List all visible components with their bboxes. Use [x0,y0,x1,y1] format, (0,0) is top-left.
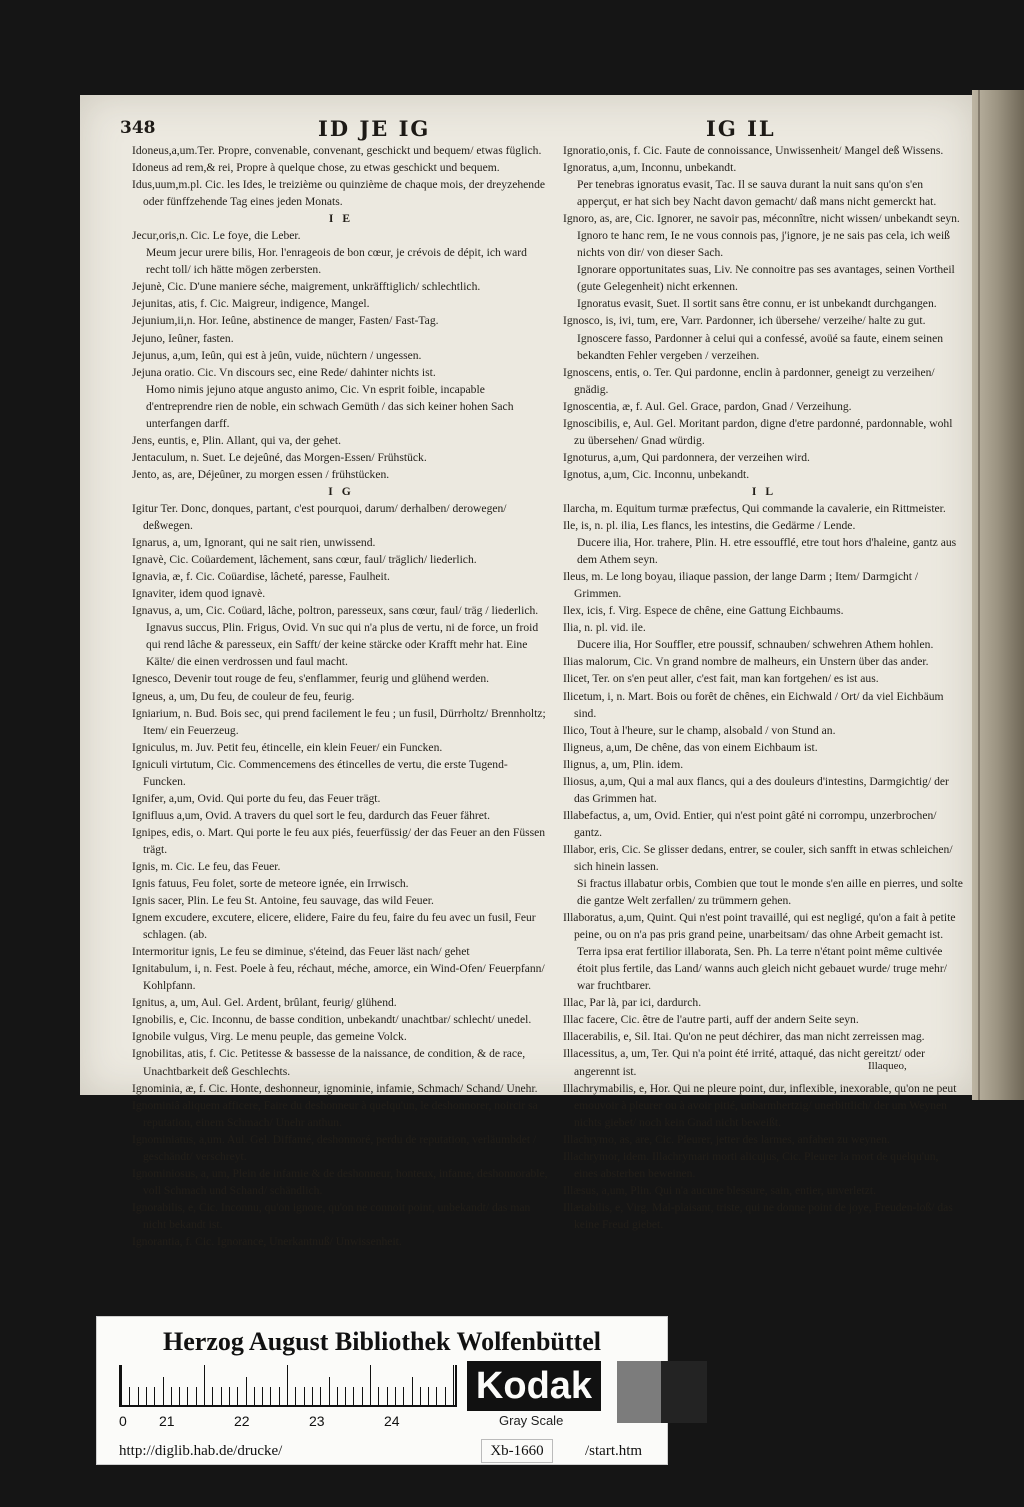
dictionary-subentry: Ignavus succus, Plin. Frigus, Ovid. Vn suc qui n'a plus de vertu, ni de force, un froid qui rend lâche & paresseux, ein Safft/ der keine stärcke oder Krafft mehr hat. Eine Kälte/ die einen verdrossen und faul macht. [146,621,539,669]
scale-labels [119,1413,457,1429]
dictionary-entry: Jejunus, a,um, Ieûn, qui est à jeûn, vuide, nüchtern / ungessen. [132,348,422,362]
scale-tick [445,1387,446,1405]
scale-tick [279,1387,280,1405]
dictionary-entry: Ignaviter, idem quod ignavè. [132,587,266,601]
scale-tick [229,1387,230,1405]
dictionary-entry: Ignavè, Cic. Coüardement, lâchement, sans cœur, faul/ träglich/ liederlich. [132,553,477,567]
dictionary-subentry: Per tenebras ignoratus evasit, Tac. Il se sauva durant la nuit sans qu'on s'en apperçut, er hat sich bey Nacht davon gemacht/ daß mans nicht gemerckt hat. [577,178,937,209]
scale-tick [138,1387,139,1405]
running-head [0,118,1024,144]
dictionary-entry: Idus,uum,m.pl. Cic. les Ides, le treizième ou quinzième de chaque mois, der dreyzehende oder fünffzehende Tag eines jeden Monats. [132,178,546,209]
dictionary-entry: Igniarium, n. Bud. Bois sec, qui prend facilement le feu ; un fusil, Dürrholtz/ Brennholtz; Item/ ein Feuerzeug. [132,706,546,737]
scale-tick [212,1387,213,1405]
dictionary-entry: Illachrymor, idem. Illachrymari morti alicujus, Cic. Pleurer la mort de quelqu'un, eines absterben beweinen. [563,1149,939,1180]
dictionary-entry: Jejuno, Ieûner, fasten. [132,331,234,345]
dictionary-subentry: Homo nimis jejuno atque angusto animo, Cic. Vn esprit foible, incapable d'entreprendre rien de noble, ein schwach Gemüth / das sich keiner hohen Sach unterfangen darff. [146,382,514,430]
dictionary-entry: Ilex, icis, f. Virg. Espece de chêne, eine Gattung Eichbaums. [563,604,844,618]
dictionary-subentry: Ignorare opportunitates suas, Liv. Ne connoitre pas ses avantages, seinen Vortheil (gute Gelegenheit) nicht erkennen. [577,263,955,294]
scale-tick [329,1377,330,1405]
scale-tick [287,1365,288,1405]
dictionary-entry: Ignoturus, a,um, Qui pardonnera, der verzeihen wird. [563,450,810,464]
scale-tick [163,1377,164,1405]
dictionary-entry: Ignis fatuus, Feu folet, sorte de meteore ignée, ein Irrwisch. [132,877,409,891]
scale-tick [370,1365,371,1405]
dictionary-entry: Ilicet, Ter. on s'en peut aller, c'est fait, man kan fortgehen/ es ist aus. [563,672,879,686]
dictionary-entry: Ilia, n. pl. vid. ile. [563,621,646,635]
dictionary-entry: Iliosus, a,um, Qui a mal aux flancs, qui a des douleurs d'intestins, Darmgichtig/ der das Grimmen hat. [563,774,949,805]
scale-tick [121,1365,122,1405]
dictionary-entry: Idoneus ad rem,& rei, Propre à quelque chose, zu etwas geschickt und bequem. [132,161,500,175]
dictionary-entry: Illachrymabilis, e, Hor. Qui ne pleure point, dur, inflexible, inexorable, qu'on ne peut emouvoir à pleurer ou à avoir pitié, unbarmhertzig/ unerbittlich/ der um Weynen nichts giebet/ noch kein Gnad nicht beweißt. [563,1081,957,1129]
dictionary-entry: Illaboratus, a,um, Quint. Qui n'est point travaillé, qui est negligé, qu'on a fait à petite peine, ou on n'a pas pris grand peine, unarbeitsam/ das ohne Arbeit gemacht ist. [563,911,956,942]
dictionary-entry: Ignitabulum, i, n. Fest. Poele à feu, réchaut, méche, amorce, ein Wind-Ofen/ Feuerpfann/ Kohlpfann. [132,962,545,993]
gray-swatch-dark [661,1361,707,1423]
dictionary-entry: Illac facere, Cic. être de l'autre parti, auff der andern Seite seyn. [563,1013,859,1027]
dictionary-entry: Ignorantia, f. Cic. Ignorance, Unerkantnuß/ Unwissenheit. [132,1235,402,1248]
dictionary-subentry: Ignoratus evasit, Suet. Il sortit sans être connu, er ist unbekandt durchgangen. [577,297,937,311]
dictionary-entry: Ignitus, a, um, Aul. Gel. Ardent, brûlant, feurig/ glühend. [132,996,397,1010]
scale-tick [353,1387,354,1405]
dictionary-entry: Illac, Par là, par ici, dardurch. [563,996,702,1010]
scale-tick [146,1387,147,1405]
scale-tick [179,1387,180,1405]
scale-label: 21 [159,1413,175,1429]
dictionary-entry: Ignipes, edis, o. Mart. Qui porte le feu aux piés, feuerfüssig/ der das Feuer an den Füssen trägt. [132,825,546,856]
dictionary-entry: Ilarcha, m. Equitum turmæ præfectus, Qui commande la cavalerie, ein Rittmeister. [563,501,946,515]
dictionary-entry: Jens, euntis, e, Plin. Allant, qui va, der gehet. [132,433,341,447]
dictionary-entry: Ignorabilis, e, Cic. Inconnu, qu'on ignore, qu'on ne connoit point, unbekandt/ das man nicht bekandt ist. [132,1200,531,1231]
section-heading: I L [751,484,777,498]
dictionary-entry: Illachrymo, as, are, Cic. Pleurer, jetter des larmes, anfahen zu weynen. [563,1132,890,1146]
dictionary-entry: Igitur Ter. Donc, donques, partant, c'est pourquoi, darum/ derhalben/ derowegen/ deßwegen. [132,501,507,533]
dictionary-entry: Illætabilis, e, Virg. Mal-plaisant, triste, qui ne donne point de joye, Freuden-loß/ das keine Freud giebet. [563,1200,953,1231]
scale-label: 22 [234,1413,250,1429]
dictionary-entry: Ignobilis, e, Cic. Inconnu, de basse condition, unbekandt/ unachtbar/ schlecht/ unedel. [132,1013,532,1027]
dictionary-entry: Igniculi virtutum, Cic. Commencemens des étincelles de vertu, die erste Tugend-Funcken. [132,757,508,788]
dictionary-entry: Igniculus, m. Juv. Petit feu, étincelle, ein klein Feuer/ ein Funcken. [132,740,443,754]
running-head-right: IG IL [706,116,776,141]
scale-tick [453,1365,454,1405]
dictionary-entry: Ilico, Tout à l'heure, sur le champ, alsobald / von Stund an. [563,723,836,737]
dictionary-entry: Ignis, m. Cic. Le feu, das Feuer. [132,859,281,873]
scale-label: 23 [309,1413,325,1429]
scale-tick [246,1377,247,1405]
dictionary-entry: Ignominiâ aliquem afficere, Faire du deshonneur à quelqu'un, le deshonnorer, noircir sa reputation, einem Schmach/ Unehr anthun. [132,1098,538,1129]
dictionary-entry: Ignifer, a,um, Ovid. Qui porte du feu, das Feuer trägt. [132,791,381,805]
dictionary-entry: Ileus, m. Le long boyau, iliaque passion, der lange Darm ; Item/ Darmgicht / Grimmen. [563,570,919,601]
section-heading: I E [328,212,354,226]
dictionary-entry: Ignem excudere, excutere, elicere, elidere, Faire du feu, faire du feu avec un fusil, Feur schlagen. (ab. [132,911,536,942]
dictionary-entry: Jento, as, are, Déjeûner, zu morgen essen / frühstücken. [132,467,390,481]
dictionary-entry: Ignobile vulgus, Virg. Le menu peuple, das gemeine Volck. [132,1030,407,1044]
dictionary-entry: Jejunè, Cic. D'une maniere séche, maigrement, unkräfftiglich/ schlechtlich. [132,280,481,294]
dictionary-entry: Ignotus, a,um, Cic. Inconnu, unbekandt. [563,467,750,481]
kodak-logo: Kodak [467,1361,601,1411]
scale-tick [171,1387,172,1405]
dictionary-subentry: Ducere ilia, Hor Souffler, etre poussif, schnauben/ schwehren Athem hohlen. [577,638,934,652]
section-heading: I G [328,484,354,498]
dictionary-entry: Illabor, eris, Cic. Se glisser dedans, entrer, se couler, sich sanfft in etwas schleichen/ sich hinein lassen. [563,842,953,873]
dictionary-entry: Jejuna oratio. Cic. Vn discours sec, eine Rede/ dahinter nichts ist. [132,365,436,379]
scale-tick [262,1387,263,1405]
scale-tick [403,1387,404,1405]
running-head-left: ID JE IG [318,116,431,141]
scale-tick [337,1387,338,1405]
left-column [132,142,550,1248]
scale-tick [204,1365,205,1405]
scale-tick [362,1387,363,1405]
dictionary-entry: Ignoro, as, are, Cic. Ignorer, ne savoir pas, méconnître, nicht wissen/ unbekandt seyn. [563,212,960,226]
scale-tick [221,1387,222,1405]
gray-swatch-mid [617,1361,661,1423]
dictionary-subentry: Si fractus illabatur orbis, Combien que tout le monde s'en aille en pierres, und solte die gantze Welt zerfallen/ zu trümmern gehen. [577,877,963,908]
dictionary-entry: Ignesco, Devenir tout rouge de feu, s'enflammer, feurig und glühend werden. [132,672,490,686]
url-right: /start.htm [585,1443,643,1459]
measuring-scale [119,1365,457,1407]
scale-tick [436,1387,437,1405]
dictionary-entry: Ilias malorum, Cic. Vn grand nombre de malheurs, ein Unstern über das ander. [563,655,929,669]
dictionary-entry: Iligneus, a,um, De chêne, das von einem Eichbaum ist. [563,740,818,754]
scale-tick [420,1387,421,1405]
scale-tick [412,1377,413,1405]
library-title: Herzog August Bibliothek Wolfenbüttel [163,1327,601,1356]
scale-tick [270,1387,271,1405]
dictionary-subentry: Ducere ilia, Hor. trahere, Plin. H. etre essoufflé, etre tout hors d'haleine, gantz aus dem Athem seyn. [577,536,957,567]
scale-tick [395,1387,396,1405]
page-number: 348 [120,118,156,138]
dictionary-entry: Ignobilitas, atis, f. Cic. Petitesse & bassesse de la naissance, de condition, & de race, Unachtbarkeit deß Geschlechts. [132,1047,526,1078]
dictionary-entry: Illabefactus, a, um, Ovid. Entier, qui n'est point gâté ni corrompu, unzerbrochen/ gantz. [563,808,937,839]
scale-tick [187,1387,188,1405]
scale-label: 0 [119,1413,127,1429]
scale-tick [312,1387,313,1405]
dictionary-entry: Ignosco, is, ivi, tum, ere, Varr. Pardonner, ich übersehe/ verzeihe/ halte zu gut. [563,314,926,328]
dictionary-entry: Ignoratus, a,um, Inconnu, unbekandt. [563,161,737,175]
dictionary-entry: Illacessitus, a, um, Ter. Qui n'a point été irrité, attaqué, das nicht gereitzt/ oder angerennt ist. [563,1047,925,1078]
dictionary-entry: Ignominia, æ, f. Cic. Honte, deshonneur, ignominie, infamie, Schmach/ Schand/ Unehr. [132,1081,538,1095]
dictionary-entry: Illæsus, a,um, Plin. Qui n'a aucune blessure, sain, entier, unverletzt. [563,1183,876,1197]
url-left: http://diglib.hab.de/drucke/ [119,1443,283,1459]
dictionary-subentry: Ignoro te hanc rem, Ie ne vous connois pas, j'ignore, je ne sais pas cela, ich weiß nichts von dir/ von dieser Sach. [577,229,950,260]
gray-scale-label: Gray Scale [499,1413,564,1428]
scale-tick [237,1387,238,1405]
scale-tick [345,1387,346,1405]
adjacent-page-edge [972,90,1024,1100]
dictionary-entry: Ignavus, a, um, Cic. Coüard, lâche, poltron, paresseux, sans cœur, faul/ träg / liederlich. [132,604,539,618]
dictionary-entry: Illacerabilis, e, Sil. Itai. Qu'on ne peut déchirer, das man nicht zerreissen mag. [563,1030,925,1044]
dictionary-entry: Ignoratio,onis, f. Cic. Faute de connoissance, Unwissenheit/ Mangel deß Wissens. [563,144,944,157]
dictionary-entry: Jecur,oris,n. Cic. Le foye, die Leber. [132,229,301,243]
dictionary-entry: Ignoscentia, æ, f. Aul. Gel. Grace, pardon, Gnad / Verzeihung. [563,399,852,413]
archive-target-card [96,1316,668,1465]
scale-tick [387,1387,388,1405]
dictionary-entry: Ignoscibilis, e, Aul. Gel. Moritant pardon, digne d'etre pardonné, pardonnable, wohl zu übersehen/ Gnad würdig. [563,416,953,447]
dictionary-entry: Ilicetum, i, n. Mart. Bois ou forêt de chênes, ein Eichwald / Ort/ da viel Eichbäum sind. [563,689,944,720]
scale-tick [428,1387,429,1405]
scale-tick [320,1387,321,1405]
scale-label: 24 [384,1413,400,1429]
dictionary-entry: Jentaculum, n. Suet. Le dejeûné, das Morgen-Essen/ Frühstück. [132,450,427,464]
scale-tick [295,1387,296,1405]
dictionary-entry: Ilignus, a, um, Plin. idem. [563,757,684,771]
dictionary-entry: Idoneus,a,um.Ter. Propre, convenable, convenant, geschickt und bequem/ etwas füglich. [132,144,542,157]
dictionary-entry: Igneus, a, um, Du feu, de couleur de feu, feurig. [132,689,355,703]
dictionary-subentry: Meum jecur urere bilis, Hor. l'enrageois de bon cœur, je crévois de dépit, ich ward recht toll/ ich hätte mögen zerbersten. [146,246,527,277]
dictionary-entry: Ignominiosus, a, um, Plein de infamie & de deshonneur, honteux, infame, deshonnorable, voll Schmach und Schand/ schändlich. [132,1166,548,1197]
dictionary-subentry: Ignoscere fasso, Pardonner à celui qui a confessé, avoüé sa faute, einem seinen bekandten Fehler vergeben / verzeihen. [577,331,944,362]
scale-tick [154,1387,155,1405]
scale-tick [304,1387,305,1405]
dictionary-entry: Ignarus, a, um, Ignorant, qui ne sait rien, unwissend. [132,536,376,550]
shelfmark: Xb-1660 [481,1439,553,1463]
scale-tick [378,1387,379,1405]
dictionary-entry: Ignavia, æ, f. Cic. Coüardise, lâcheté, paresse, Faulheit. [132,570,390,584]
dictionary-entry: Ile, is, n. pl. ilia, Les flancs, les intestins, die Gedärme / Lende. [563,519,856,533]
scale-tick [129,1387,130,1405]
scale-tick [254,1387,255,1405]
dictionary-entry: Jejunium,ii,n. Hor. Ieûne, abstinence de manger, Fasten/ Fast-Tag. [132,314,439,328]
dictionary-subentry: Terra ipsa erat fertilior illaborata, Sen. Ph. La terre n'étant point même cultivée étoit plus fertile, das Land/ wanns auch gleich nicht gebauet wurde/ truge mehr/ war fruchtbarer. [577,945,947,993]
catchword: Illaqueo, [868,1060,907,1072]
dictionary-entry: Ignis sacer, Plin. Le feu St. Antoine, feu sauvage, das wild Feuer. [132,894,434,908]
dictionary-entry: Ignominiatus, a,um. Aul. Gel. Diffamé, deshonnoré, perdu de reputation, verläumbdet / geschändt/ verschreyt. [132,1132,537,1163]
dictionary-entry: Intermoritur ignis, Le feu se diminue, s'éteind, das Feuer läst nach/ gehet [132,945,470,959]
scale-tick [196,1387,197,1405]
dictionary-entry: Ignoscens, entis, o. Ter. Qui pardonne, enclin à pardonner, geneigt zu verzeihen/ gnädig. [563,365,935,396]
dictionary-entry: Jejunitas, atis, f. Cic. Maigreur, indigence, Mangel. [132,297,370,311]
dictionary-entry: Ignifluus a,um, Ovid. A travers du quel sort le feu, dardurch das Feuer fähret. [132,808,491,822]
right-column [563,142,965,1231]
